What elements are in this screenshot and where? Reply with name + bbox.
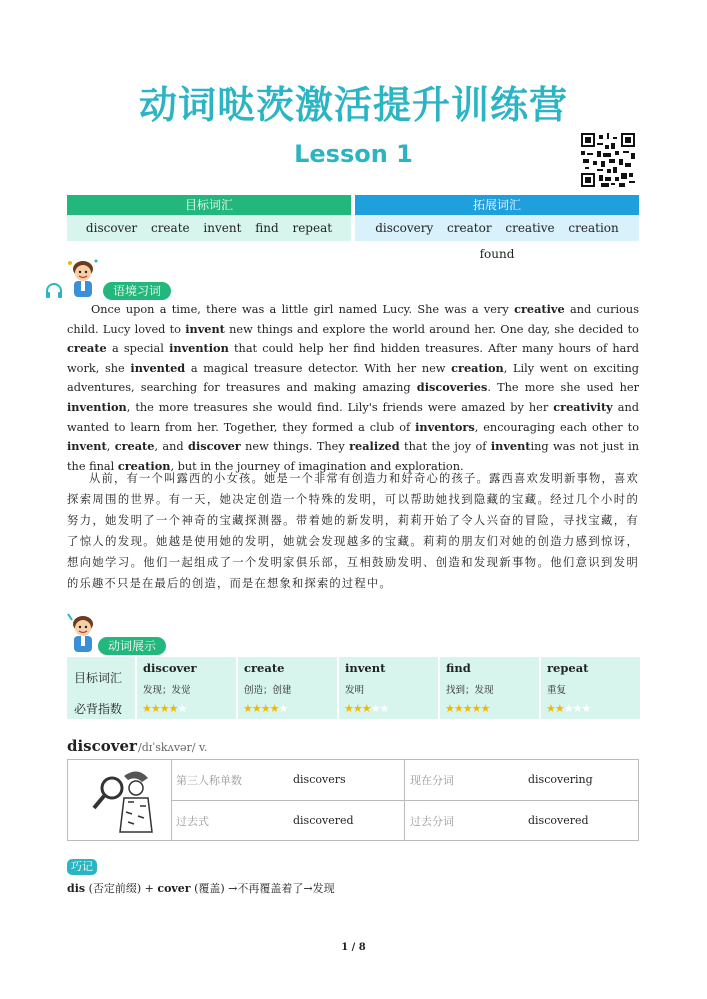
star-filled-icon: ★: [352, 702, 362, 715]
word-detail-title: discover: [67, 737, 137, 755]
star-filled-icon: ★: [243, 702, 252, 715]
verb-word: find: [446, 661, 471, 675]
importance-stars: [445, 702, 489, 715]
star-empty-icon: ★: [278, 702, 288, 715]
cartoon-boy-icon: [64, 257, 102, 301]
star-filled-icon: ★: [142, 702, 151, 715]
star-filled-icon: ★: [168, 702, 178, 715]
verb-word: repeat: [547, 661, 589, 675]
verb-meaning: 找到；发现: [446, 685, 494, 696]
star-empty-icon: ★: [581, 702, 591, 715]
row-label-target: [67, 657, 135, 719]
star-filled-icon: ★: [159, 702, 169, 715]
verb-cell-invent: [339, 657, 438, 719]
star-filled-icon: ★: [344, 702, 353, 715]
verb-cell-repeat: [541, 657, 640, 719]
word-forms-table: [67, 759, 639, 841]
star-filled-icon: ★: [361, 702, 371, 715]
extended-vocab-header: 拓展词汇: [355, 195, 639, 215]
star-empty-icon: ★: [379, 702, 389, 715]
chinese-passage: 从前，有一个叫露西的小女孩。她是一个非常有创造力和好奇心的孩子。露西喜欢发明新事物，喜欢探索周围的世界。有一天，她决定创造一个特殊的发明，可以帮助她找到隐藏的宝藏。经过几个小时的努力，她发明了一个神奇的宝藏探测器。带着她的新发明，莉莉开始了令人兴奋的冒险，寻找宝藏，有了惊人的发现。她越是使用她的发明，她就会发现越多的宝藏。莉莉的朋友们对她的创造力感到惊讶，想向她学习。他们一起组成了一个发明家俱乐部，互相鼓励发明、创造和发现新事物。他们意识到发明的乐趣不只是在最后的创造，而是在想象和探索的过程中。: [67, 472, 639, 590]
form-value: discovers: [293, 773, 346, 786]
star-filled-icon: ★: [453, 702, 463, 715]
row-label-must-text: 必背指数: [74, 702, 123, 716]
memo-tag: 巧记: [67, 859, 97, 875]
verb-display-table: [67, 657, 639, 719]
verb-meaning: 重复: [547, 685, 567, 696]
importance-stars: [142, 702, 186, 715]
star-empty-icon: ★: [177, 702, 187, 715]
star-filled-icon: ★: [445, 702, 454, 715]
verb-cell-create: [238, 657, 337, 719]
page-title: 动词哒茨激活提升训练营: [138, 83, 568, 127]
verb-word: create: [244, 661, 285, 675]
star-filled-icon: ★: [554, 702, 564, 715]
verb-word: discover: [143, 661, 197, 675]
lesson-title: Lesson 1: [294, 140, 413, 168]
section-tag-verbs: 动词展示: [98, 637, 166, 655]
english-passage: Once upon a time, there was a little girl named Lucy. She was a very creative and curious child. Lucy loved to invent new things and explore the world around her. One day, she decided to create a special invention that could help her find hidden treasures. After many hours of hard work, she invented a magical treasure detector. With her new creation, Lily went on exciting adventures, searching for treasures and making amazing discoveries. The more she used her invention, the more treasures she would find. Lily's friends were amazed by her creativity and wanted to learn from her. Together, they formed a club of inventors, encouraging each other to invent, create, and discover new things. They realized that the joy of inventing was not just in the final creation, but in the journey of imagination and exploration.: [67, 302, 640, 473]
star-filled-icon: ★: [480, 702, 490, 715]
verb-word: invent: [345, 661, 386, 675]
verb-cell-discover: [137, 657, 236, 719]
target-vocab-words: discover create invent find repeat: [67, 215, 351, 241]
importance-stars: [344, 702, 388, 715]
star-filled-icon: ★: [546, 702, 555, 715]
star-empty-icon: ★: [572, 702, 582, 715]
form-label: 过去分词: [410, 815, 454, 828]
vocabulary-table: [67, 195, 639, 261]
star-empty-icon: ★: [563, 702, 573, 715]
detective-icon: [90, 766, 160, 836]
star-filled-icon: ★: [251, 702, 261, 715]
row-label-target-text: 目标词汇: [74, 671, 123, 685]
importance-stars: [243, 702, 287, 715]
form-label: 第三人称单数: [176, 774, 242, 787]
section-tag-reading: 语境习词: [103, 282, 171, 300]
verb-meaning: 创造；创建: [244, 685, 292, 696]
form-value: discovering: [528, 773, 593, 786]
verb-meaning: 发现；发觉: [143, 685, 191, 696]
star-filled-icon: ★: [260, 702, 270, 715]
form-label: 现在分词: [410, 774, 454, 787]
form-value: discovered: [293, 814, 354, 827]
memo-text: dis (否定前缀) + cover (覆盖) →不再覆盖着了→发现: [67, 882, 335, 895]
word-detail-phonetic: /dɪˈskʌvər/ v.: [138, 741, 208, 754]
verb-meaning: 发明: [345, 685, 365, 696]
form-label: 过去式: [176, 815, 209, 828]
headphones-icon[interactable]: [44, 282, 64, 300]
verb-cell-find: [440, 657, 539, 719]
star-filled-icon: ★: [269, 702, 279, 715]
star-filled-icon: ★: [150, 702, 160, 715]
importance-stars: [546, 702, 590, 715]
qr-code: [581, 133, 635, 187]
star-filled-icon: ★: [462, 702, 472, 715]
page-number: 1 / 8: [341, 942, 366, 953]
star-filled-icon: ★: [471, 702, 481, 715]
form-value: discovered: [528, 814, 589, 827]
target-vocab-header: 目标词汇: [67, 195, 351, 215]
star-empty-icon: ★: [370, 702, 380, 715]
cartoon-boy-icon: [64, 612, 102, 656]
extended-vocab-words: discovery creator creative creation found: [355, 215, 639, 241]
